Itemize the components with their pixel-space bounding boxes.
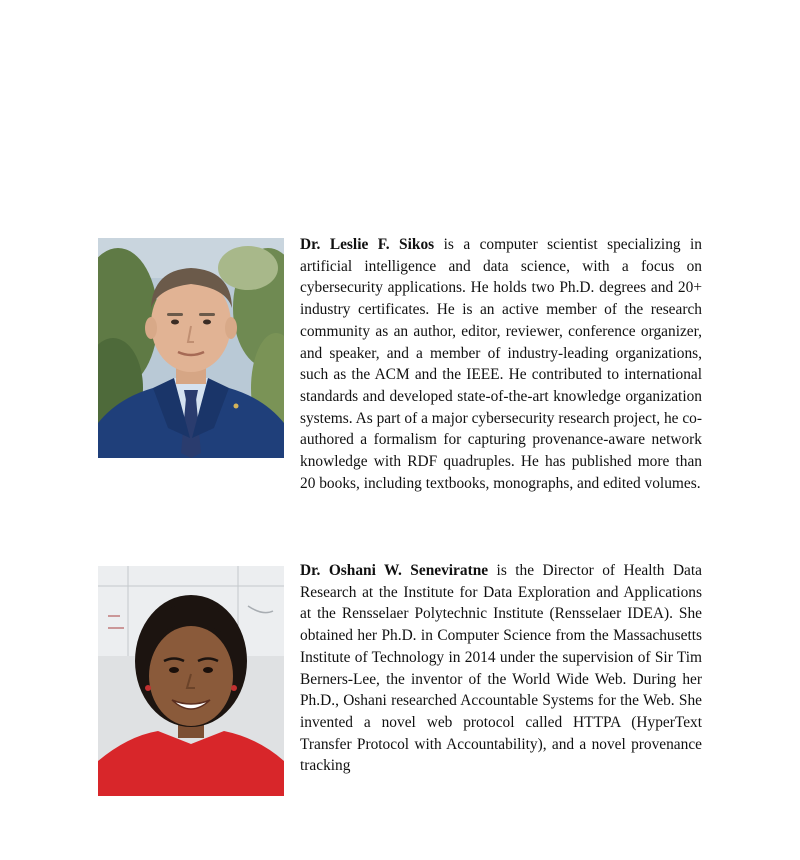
portrait-man-suit-icon (98, 238, 284, 458)
author-bio-sikos (98, 234, 702, 534)
author-photo-sikos (98, 238, 284, 458)
author-name-sikos: Dr. Leslie F. Sikos (300, 236, 435, 253)
author-description-seneviratne: is the Director of Health Data Research at the Institute for Data Exploration and Applications at the Rensselaer Polytechnic Institute (Rensselaer IDEA). She obtained her Ph.D. in Computer Science from the Massachusetts Institute of Technology in 2014 under the supervision of Sir Tim Berners-Lee, the inventor of the World Wide Web. During her Ph.D., Oshani researched Accountable Systems for the Web. She invented a novel web protocol called HTTPA (HyperText Transfer Protocol with Accountability), and a novel provenance tracking (300, 562, 702, 775)
author-bio-text-sikos (300, 234, 702, 494)
author-bio-seneviratne (98, 560, 702, 860)
author-bio-text-seneviratne (300, 560, 702, 777)
author-name-seneviratne: Dr. Oshani W. Seneviratne (300, 562, 489, 579)
author-photo-seneviratne (98, 566, 284, 796)
portrait-woman-red-top-icon (98, 566, 284, 796)
author-description-sikos: is a computer scientist specializing in artificial intelligence and data science, with a focus on cybersecurity applications. He holds two Ph.D. degrees and 20+ industry certificates. He is an active member of the research community as an author, editor, reviewer, conference organizer, and speaker, and a member of industry-leading organizations, such as the ACM and the IEEE. He contributed to international standards and developed state-of-the-art knowledge organization systems. As part of a major cybersecurity research project, he co-authored a formalism for capturing provenance-aware network knowledge with RDF quadruples. He has published more than 20 books, including textbooks, monographs, and edited volumes. (300, 236, 703, 492)
